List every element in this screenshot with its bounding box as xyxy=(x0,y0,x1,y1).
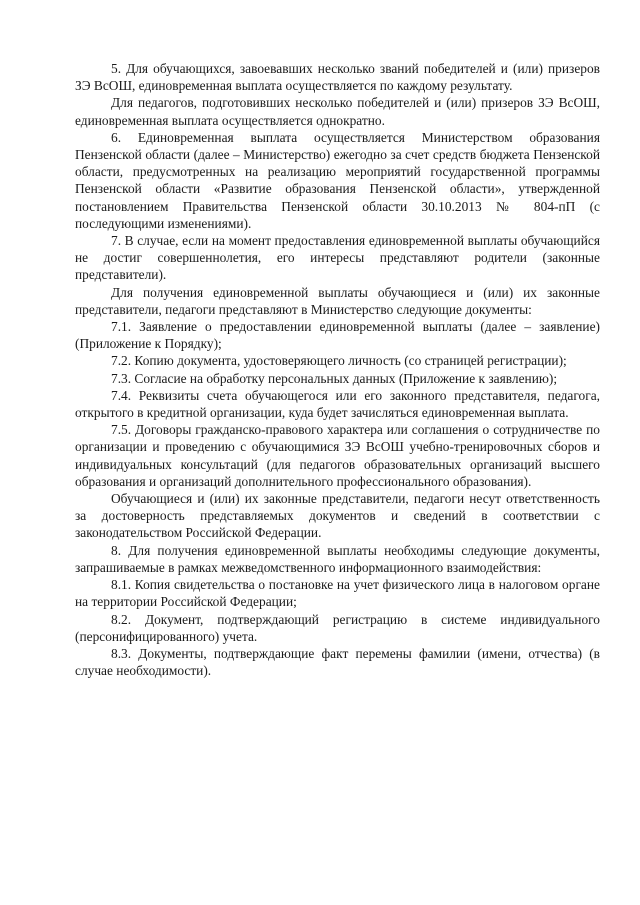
paragraph-8: 8. Для получения единовременной выплаты необходимы следующие документы, запрашиваемые в рамках межведомственного информационного взаимодействия: xyxy=(75,542,600,575)
paragraph-8-3: 8.3. Документы, подтверждающие факт перемены фамилии (имени, отчества) (в случае необходимости). xyxy=(75,645,600,679)
paragraph-7-3: 7.3. Согласие на обработку персональных данных (Приложение к заявлению); xyxy=(111,370,558,386)
paragraph-7: 7. В случае, если на момент предоставления единовременной выплаты обучающийся не достиг совершеннолетия, его интересы представляют родители (законные представители). xyxy=(75,233,600,283)
paragraph-6: 6. Единовременная выплата осуществляется Министерством образования Пензенской области (далее – Министерство) ежегодно за счет средств бюджета Пензенской области, предусмотренных на реализацию мероприятий государственной программы Пензенской области «Развитие образования Пензенской области», утвержденной постановлением Правительства Пензенской области 30.10.2013 № 804-пП (с последующими изменениями). xyxy=(75,129,600,231)
paragraph-7-1: 7.1. Заявление о предоставлении единовременной выплаты (далее – заявление) (Приложение к Порядку); xyxy=(75,319,600,352)
paragraph-7-2: 7.2. Копию документа, удостоверяющего личность (со страницей регистрации); xyxy=(111,353,567,369)
paragraph-documents-intro: Для получения единовременной выплаты обучающиеся и (или) их законные представители, педагоги представляют в Министерство следующие документы: xyxy=(75,284,600,317)
paragraph-8-1: 8.1. Копия свидетельства о постановке на учет физического лица в налоговом органе на территории Российской Федерации; xyxy=(75,577,600,610)
paragraph-8-2: 8.2. Документ, подтверждающий регистрацию в системе индивидуального (персонифицированного) учета. xyxy=(75,611,600,644)
document-body xyxy=(75,60,600,679)
paragraph-7-5: 7.5. Договоры гражданско-правового характера или соглашения о сотрудничестве по организации и проведению с обучающимися ЗЭ ВсОШ учебно-тренировочных сборов и индивидуальных консультаций (для педагогов образовательных организаций высшего образования и организаций дополнительного профессионального образования). xyxy=(75,422,600,489)
paragraph-teachers-once: Для педагогов, подготовивших несколько победителей и (или) призеров ЗЭ ВсОШ, единовременная выплата осуществляется однократно. xyxy=(75,95,600,128)
paragraph-responsibility: Обучающиеся и (или) их законные представители, педагоги несут ответственность за достоверность представляемых документов и сведений в соответствии с законодательством Российской Федерации. xyxy=(75,491,600,541)
paragraph-7-4: 7.4. Реквизиты счета обучающегося или его законного представителя, педагога, открытого в кредитной организации, куда будет зачисляться единовременная выплата. xyxy=(75,387,600,421)
paragraph-5: 5. Для обучающихся, завоевавших несколько званий победителей и (или) призеров ЗЭ ВсОШ, единовременная выплата осуществляется по каждому результату. xyxy=(75,61,600,94)
